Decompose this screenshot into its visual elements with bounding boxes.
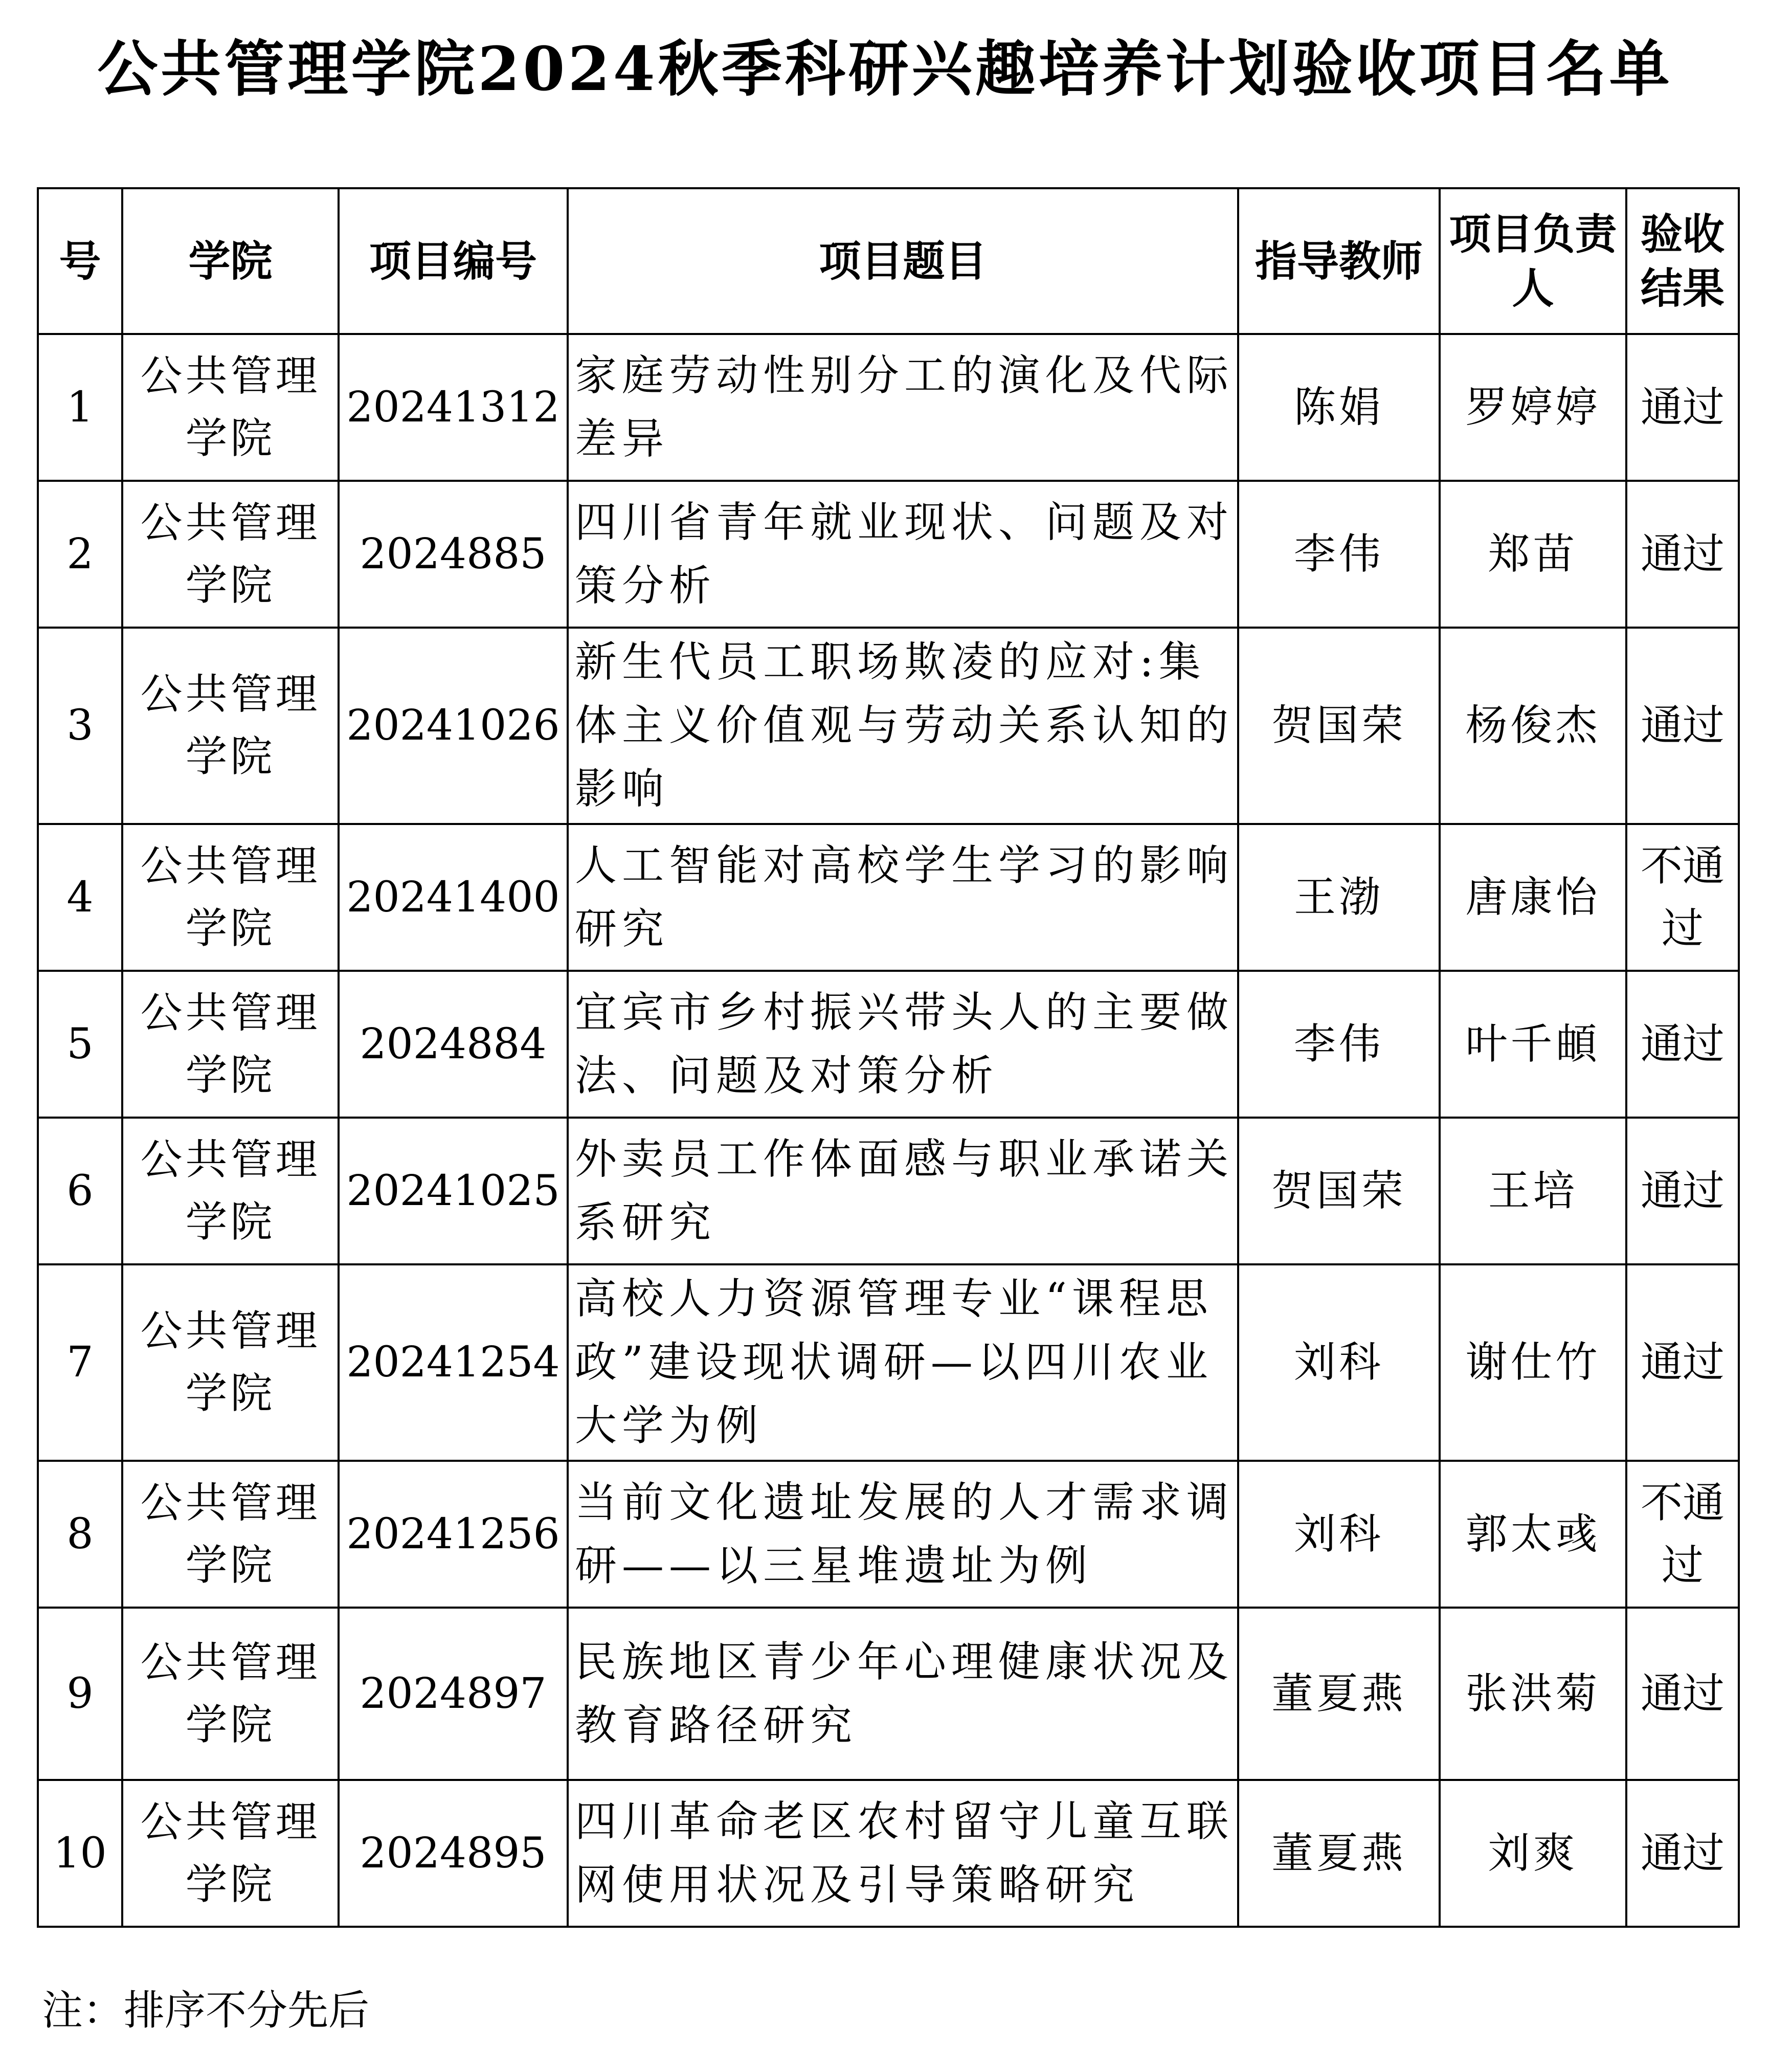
header-no: 号: [38, 188, 122, 334]
table-row: [38, 1461, 1739, 1608]
cell-topic: 宜宾市乡村振兴带头人的主要做法、问题及对策分析: [568, 971, 1238, 1118]
cell-leader: 杨俊杰: [1440, 628, 1626, 824]
cell-teacher: 贺国荣: [1238, 1118, 1440, 1264]
cell-college: 公共管理学院: [122, 334, 339, 481]
cell-no: 9: [38, 1608, 122, 1780]
cell-result: 通过: [1626, 334, 1739, 481]
cell-college: 公共管理学院: [122, 481, 339, 628]
cell-no: 1: [38, 334, 122, 481]
cell-teacher: 陈娟: [1238, 334, 1440, 481]
cell-no: 4: [38, 824, 122, 971]
header-topic: 项目题目: [568, 188, 1238, 334]
table-row: [38, 1264, 1739, 1461]
table-row: [38, 334, 1739, 481]
cell-college: 公共管理学院: [122, 1780, 339, 1927]
footnote: 注：排序不分先后: [42, 1987, 369, 2034]
cell-teacher: 董夏燕: [1238, 1608, 1440, 1780]
cell-topic: 四川革命老区农村留守儿童互联网使用状况及引导策略研究: [568, 1780, 1238, 1927]
cell-topic: 人工智能对高校学生学习的影响研究: [568, 824, 1238, 971]
cell-code: 2024884: [339, 971, 568, 1118]
header-result: 验收结果: [1626, 188, 1739, 334]
cell-teacher: 刘科: [1238, 1461, 1440, 1608]
cell-topic: 家庭劳动性别分工的演化及代际差异: [568, 334, 1238, 481]
cell-leader: 罗婷婷: [1440, 334, 1626, 481]
cell-topic: 当前文化遗址发展的人才需求调研——以三星堆遗址为例: [568, 1461, 1238, 1608]
cell-no: 10: [38, 1780, 122, 1927]
cell-leader: 郭太彧: [1440, 1461, 1626, 1608]
cell-no: 7: [38, 1264, 122, 1461]
header-college: 学院: [122, 188, 339, 334]
page-title: 公共管理学院2024秋季科研兴趣培养计划验收项目名单: [97, 33, 1673, 104]
cell-topic: 新生代员工职场欺凌的应对:集体主义价值观与劳动关系认知的影响: [568, 628, 1238, 824]
cell-teacher: 刘科: [1238, 1264, 1440, 1461]
cell-result: 通过: [1626, 1264, 1739, 1461]
cell-teacher: 董夏燕: [1238, 1780, 1440, 1927]
project-table: [37, 187, 1740, 1928]
cell-leader: 郑苗: [1440, 481, 1626, 628]
cell-college: 公共管理学院: [122, 628, 339, 824]
table-row: [38, 971, 1739, 1118]
cell-result: 通过: [1626, 1608, 1739, 1780]
cell-topic: 民族地区青少年心理健康状况及教育路径研究: [568, 1608, 1238, 1780]
cell-code: 2024885: [339, 481, 568, 628]
cell-topic: 外卖员工作体面感与职业承诺关系研究: [568, 1118, 1238, 1264]
table-row: [38, 824, 1739, 971]
table-row: [38, 481, 1739, 628]
cell-teacher: 贺国荣: [1238, 628, 1440, 824]
cell-college: 公共管理学院: [122, 824, 339, 971]
cell-leader: 谢仕竹: [1440, 1264, 1626, 1461]
cell-code: 20241026: [339, 628, 568, 824]
cell-no: 5: [38, 971, 122, 1118]
cell-code: 2024895: [339, 1780, 568, 1927]
cell-code: 20241312: [339, 334, 568, 481]
cell-result: 不通过: [1626, 1461, 1739, 1608]
cell-code: 20241025: [339, 1118, 568, 1264]
cell-leader: 张洪菊: [1440, 1608, 1626, 1780]
table-row: [38, 1118, 1739, 1264]
cell-result: 通过: [1626, 1118, 1739, 1264]
table-row: [38, 1780, 1739, 1927]
cell-no: 6: [38, 1118, 122, 1264]
table-header-row: [38, 188, 1739, 334]
cell-college: 公共管理学院: [122, 1118, 339, 1264]
cell-college: 公共管理学院: [122, 1608, 339, 1780]
cell-code: 20241254: [339, 1264, 568, 1461]
cell-result: 通过: [1626, 628, 1739, 824]
cell-result: 不通过: [1626, 824, 1739, 971]
cell-topic: 四川省青年就业现状、问题及对策分析: [568, 481, 1238, 628]
cell-teacher: 王渤: [1238, 824, 1440, 971]
cell-college: 公共管理学院: [122, 1461, 339, 1608]
cell-leader: 王培: [1440, 1118, 1626, 1264]
cell-no: 2: [38, 481, 122, 628]
cell-code: 2024897: [339, 1608, 568, 1780]
cell-no: 3: [38, 628, 122, 824]
cell-code: 20241256: [339, 1461, 568, 1608]
cell-no: 8: [38, 1461, 122, 1608]
cell-topic: 高校人力资源管理专业“课程思政”建设现状调研—以四川农业大学为例: [568, 1264, 1238, 1461]
cell-leader: 唐康怡: [1440, 824, 1626, 971]
cell-result: 通过: [1626, 971, 1739, 1118]
cell-code: 20241400: [339, 824, 568, 971]
cell-leader: 刘爽: [1440, 1780, 1626, 1927]
cell-teacher: 李伟: [1238, 481, 1440, 628]
cell-college: 公共管理学院: [122, 1264, 339, 1461]
cell-result: 通过: [1626, 481, 1739, 628]
cell-teacher: 李伟: [1238, 971, 1440, 1118]
cell-leader: 叶千頔: [1440, 971, 1626, 1118]
header-teacher: 指导教师: [1238, 188, 1440, 334]
table-row: [38, 628, 1739, 824]
cell-result: 通过: [1626, 1780, 1739, 1927]
cell-college: 公共管理学院: [122, 971, 339, 1118]
header-leader: 项目负责人: [1440, 188, 1626, 334]
header-code: 项目编号: [339, 188, 568, 334]
table-row: [38, 1608, 1739, 1780]
